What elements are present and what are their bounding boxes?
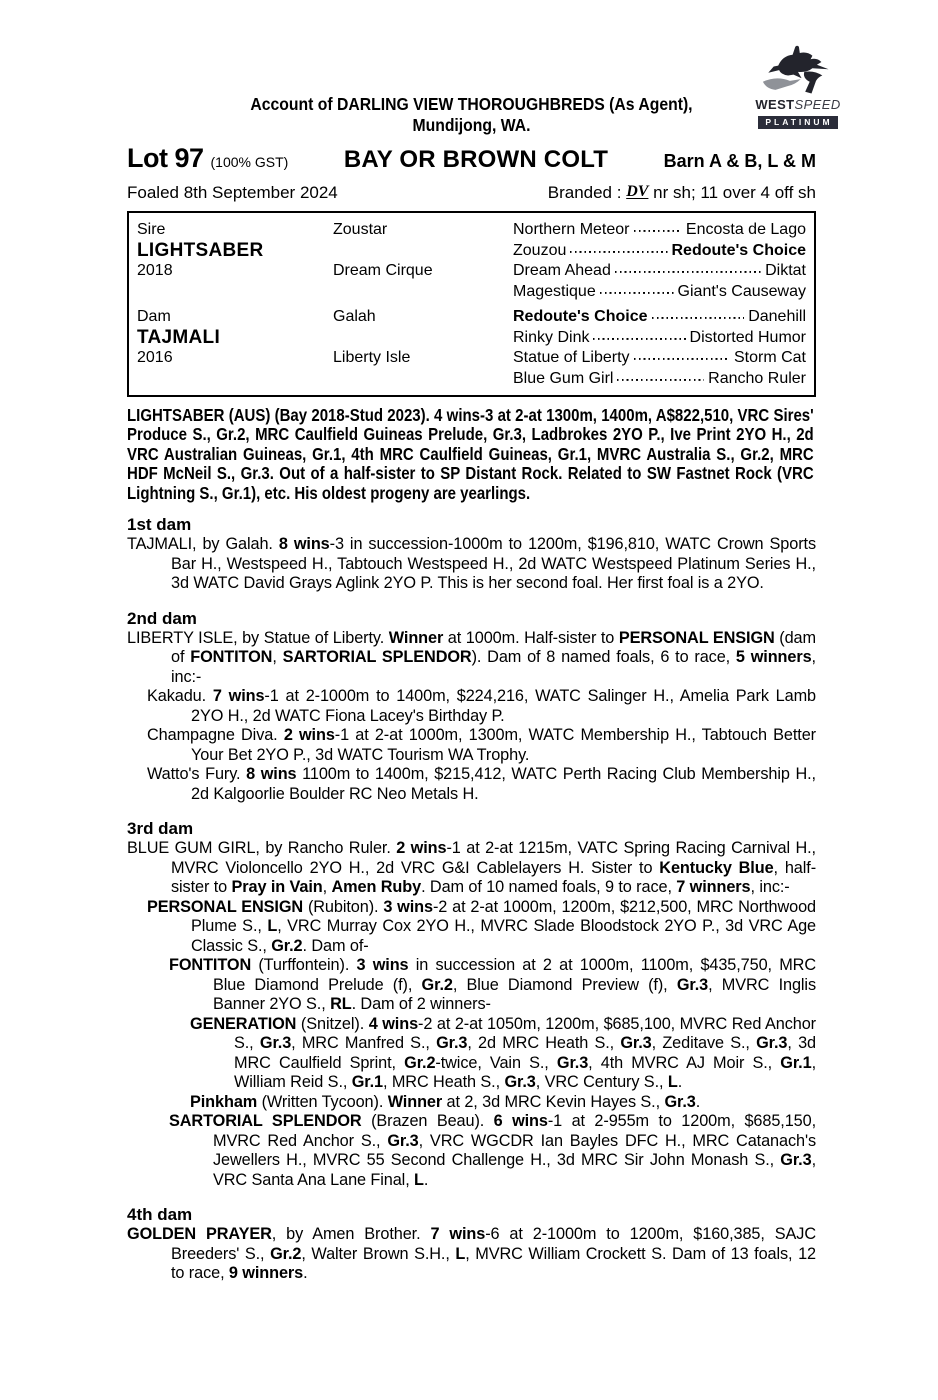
sire-name: LIGHTSABER: [137, 239, 264, 261]
dam-section: [127, 515, 816, 594]
foaled-date: Foaled 8th September 2024: [127, 183, 338, 202]
dam-cell: [137, 307, 333, 389]
ancestor-line: Dream Ahead Diktat: [513, 262, 806, 279]
dot-leader: [600, 282, 674, 296]
sire-sire: Zoustar: [333, 221, 388, 238]
pedigree-paragraph: GOLDEN PRAYER, by Amen Brother. 7 wins-6 at 2-1000m to 1200m, $160,385, SAJC Breeders' S., Gr.2, Walter Brown S.H., L, MVRC William Crockett S. Dam of 13 foals, 12 to race, 9 winners.: [127, 1225, 816, 1283]
pedigree-paragraph: PERSONAL ENSIGN (Rubiton). 3 wins-2 at 2-at 1000m, 1200m, $212,500, MRC Northwood Plume S., L, VRC Murray Cox 2YO H., MVRC Slade Bloodstock 2YO P., 3d VRC Age Classic S., Gr.2. Dam of-: [147, 897, 816, 955]
account-header: [161, 94, 781, 136]
account-line-1: Account of DARLING VIEW THOROUGHBREDS (As Agent),: [250, 94, 693, 114]
pedigree-paragraph: FONTITON (Turffontein). 3 wins in succession at 2 at 1000m, 1100m, $435,750, MRC Blue Diamond Prelude (f), Gr.2, Blue Diamond Preview (f), Gr.3, MVRC Inglis Banner 2YO S., RL. Dam of 2 winners-: [169, 956, 817, 1014]
account-line-2: Mundijong, WA.: [412, 115, 531, 135]
lot-title: BAY OR BROWN COLT: [343, 146, 609, 173]
dam-heading: 4th dam: [127, 1205, 193, 1225]
pedigree-paragraph: Watto's Fury. 8 wins 1100m to 1400m, $215,412, WATC Perth Racing Club Membership H., 2d Kalgoorlie Boulder RC Neo Metals H.: [147, 765, 816, 803]
ancestor-line: Blue Gum Girl Rancho Ruler: [513, 369, 806, 387]
meta-row: [127, 183, 816, 203]
dot-leader: [617, 369, 704, 383]
pedigree-paragraph: Champagne Diva. 2 wins-1 at 2-at 1000m, 1300m, WATC Membership H., Tabtouch Better Your Bet 2YO P., 3d WATC Tourism WA Trophy.: [147, 726, 817, 764]
sire-label: Sire: [137, 221, 166, 238]
pedigree-paragraph: TAJMALI, by Galah. 8 wins-3 in succession-1000m to 1200m, $196,810, WATC Crown Sports Bar H., Westspeed H., Tabtouch Westspeed H., 2d WATC Westspeed Platinum Series H., 3d WATC David Grays Aglink 2YO P. This is her second foal. Her first foal is a 2YO.: [127, 535, 816, 593]
sire-grandparents: [513, 220, 806, 302]
ancestor-line: Rinky Dink Distorted Humor: [513, 328, 806, 346]
dam-sections: [127, 515, 816, 1284]
dam-name: TAJMALI: [137, 326, 221, 348]
branded-info: Branded : DV nr sh; 11 over 4 off sh: [547, 183, 816, 202]
ancestor-line: Zouzou Redoute's Choice: [513, 241, 806, 259]
ancestor-line: Northern Meteor Encosta de Lago: [513, 221, 806, 238]
dam-dam: Liberty Isle: [333, 349, 411, 366]
pedigree-sire-half: [137, 220, 806, 302]
sire-dam: Dream Cirque: [333, 262, 433, 279]
dam-parents: [333, 307, 513, 389]
gst-note: (100% GST): [210, 154, 289, 170]
dam-sire: Galah: [333, 308, 376, 325]
pedigree-paragraph: GENERATION (Snitzel). 4 wins-2 at 2-at 1050m, 1200m, $685,100, MVRC Red Anchor S., Gr.3, MRC Manfred S., Gr.3, 2d MRC Heath S., Gr.3, Zeditave S., Gr.3, 3d MRC Caulfield Sprint, Gr.2-twice, Vain S., Gr.3, 4th MVRC AJ Moir S., Gr.1, William Reid S., Gr.1, MRC Heath S., Gr.3, VRC Century S., L.: [190, 1014, 816, 1092]
brand-mark: DV: [626, 183, 649, 200]
westspeed-horse-logo-icon: [752, 44, 844, 98]
westspeed-wordmark: WESTSPEED: [755, 97, 841, 112]
sire-year: 2018: [137, 262, 173, 279]
ancestor-line: Statue of Liberty Storm Cat: [513, 349, 806, 366]
dot-leader: [615, 261, 761, 275]
lot-number: Lot 97: [127, 143, 204, 173]
dam-section: [127, 1205, 816, 1284]
dot-leader: [593, 328, 685, 342]
dam-heading: 3rd dam: [127, 819, 194, 839]
dam-section: [127, 609, 816, 805]
dot-leader: [634, 348, 730, 362]
sire-race-record: LIGHTSABER (AUS) (Bay 2018-Stud 2023). 4 wins-3 at 2-at 1300m, 1400m, A$822,510, VRC Sires' Produce S., Gr.2, MRC Caulfield Guineas Prelude, Gr.3, Ladbrokes 2YO P., Ive Print 2YO H., 2d VRC Australian Guineas, Gr.1, 4th MRC Caulfield Guineas, Gr.1, MVRC Australia S., Gr.2, MRC HDF McNeil S., Gr.3. Out of a half-sister to SP Distant Rock. Related to SW Fastnet Rock (VRC Lightning S., Gr.1), etc. His oldest progeny are yearlings.: [127, 405, 814, 503]
dam-section: [127, 819, 816, 1190]
platinum-badge: PLATINUM: [758, 116, 837, 130]
sire-cell: [137, 220, 333, 302]
pedigree-paragraph: SARTORIAL SPLENDOR (Brazen Beau). 6 wins-1 at 2-955m to 1200m, $685,150, MVRC Red Anchor S., Gr.3, VRC WGCDR Ian Bayles DFC H., MRC Catanach's Jewellers H., MVRC 55 Second Challenge H., 3d MRC Sir John Monash S., Gr.3, VRC Santa Ana Lane Final, L.: [169, 1112, 816, 1189]
dot-leader: [652, 307, 745, 321]
dot-leader: [570, 241, 667, 255]
dot-leader: [634, 220, 682, 234]
pedigree-paragraph: BLUE GUM GIRL, by Rancho Ruler. 2 wins-1 at 2-at 1215m, VATC Spring Racing Carnival H., MVRC Violoncello 2YO H., 2d VRC G&I Cablelayers H. Sister to Kentucky Blue, half-sister to Pray in Vain, Amen Ruby. Dam of 10 named foals, 9 to race, 7 winners, inc:-: [127, 839, 817, 897]
ancestor-line: Redoute's Choice Danehill: [513, 308, 806, 325]
dam-heading: 1st dam: [127, 515, 192, 535]
barn-label: Barn A & B, L & M: [663, 151, 816, 171]
pedigree-paragraph: Kakadu. 7 wins-1 at 2-1000m to 1400m, $224,216, WATC Salinger H., Amelia Park Lamb 2YO H., 2d WATC Fiona Lacey's Birthday P.: [147, 687, 816, 725]
lot-row: [127, 143, 816, 174]
dam-label: Dam: [137, 308, 171, 325]
dam-grandparents: [513, 307, 806, 389]
dam-year: 2016: [137, 349, 173, 366]
pedigree-table: [127, 211, 816, 397]
ancestor-line: Magestique Giant's Causeway: [513, 282, 806, 300]
dam-heading: 2nd dam: [127, 608, 197, 628]
pedigree-paragraph: LIBERTY ISLE, by Statue of Liberty. Winner at 1000m. Half-sister to PERSONAL ENSIGN (dam of FONTITON, SARTORIAL SPLENDOR). Dam of 8 named foals, 6 to race, 5 winners, inc:-: [127, 628, 816, 686]
sire-parents: [333, 220, 513, 302]
pedigree-dam-half: [137, 307, 806, 389]
pedigree-paragraph: Pinkham (Written Tycoon). Winner at 2, 3d MRC Kevin Hayes S., Gr.3.: [190, 1092, 701, 1111]
